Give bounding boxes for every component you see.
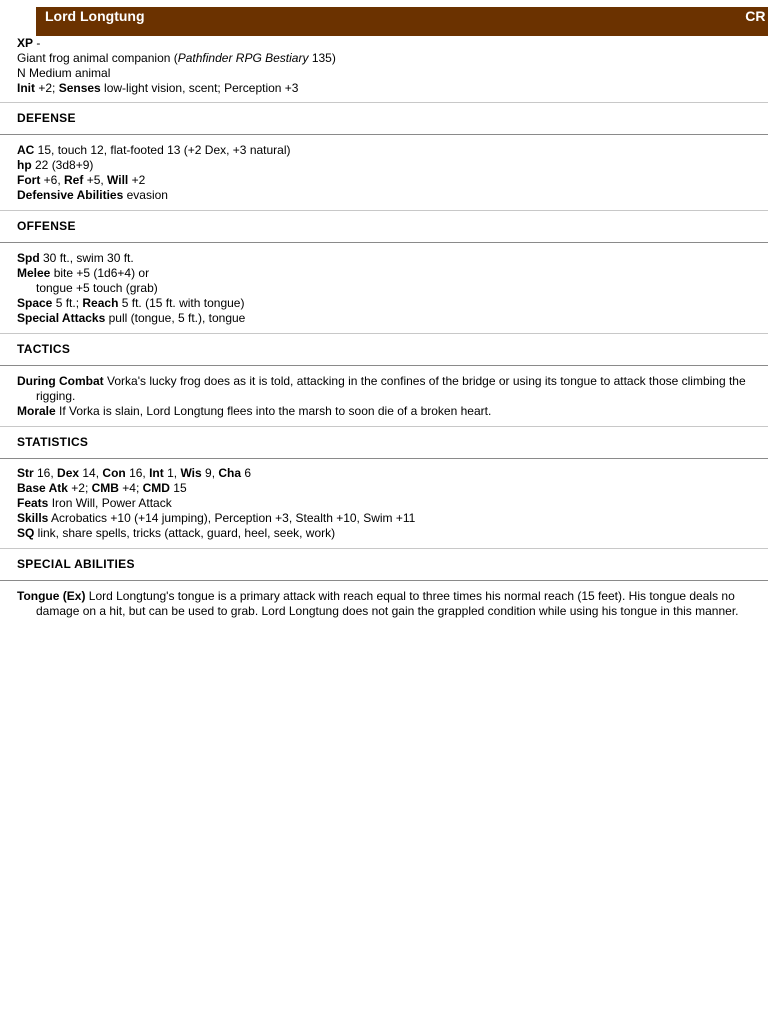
ac-label: AC [17, 143, 35, 157]
defense-heading: DEFENSE [0, 102, 768, 135]
xp-value: - [33, 36, 41, 50]
special-abilities-heading: SPECIAL ABILITIES [0, 548, 768, 581]
tactics-block [17, 374, 760, 419]
int-value: 1, [163, 466, 181, 480]
will-label: Will [107, 173, 129, 187]
offense-block [17, 251, 760, 326]
cmb-label: CMB [91, 481, 119, 495]
saves-line [17, 173, 760, 188]
skills-line [17, 511, 760, 526]
skills-value: Acrobatics +10 (+14 jumping), Perception +3, Stealth +10, Swim +11 [48, 511, 416, 525]
stat-block-title-bar [36, 7, 774, 36]
ability-scores-line [17, 466, 760, 481]
speed-line [17, 251, 760, 266]
source-title: Pathfinder RPG Bestiary [177, 51, 309, 65]
morale-value: If Vorka is slain, Lord Longtung flees into the marsh to soon die of a broken heart. [55, 404, 492, 418]
feats-line [17, 496, 760, 511]
defensive-abilities-line [17, 188, 760, 203]
during-combat-line [17, 374, 760, 404]
str-label: Str [17, 466, 34, 480]
desc-post: 135) [308, 51, 336, 65]
bab-label: Base Atk [17, 481, 68, 495]
da-value: evasion [123, 188, 168, 202]
creature-name: Lord Longtung [45, 8, 145, 24]
intro-block [17, 36, 760, 96]
skills-label: Skills [17, 511, 49, 525]
feats-label: Feats [17, 496, 49, 510]
space-label: Space [17, 296, 53, 310]
ref-label: Ref [64, 173, 84, 187]
combat-stats-line [17, 481, 760, 496]
cha-value: 6 [241, 466, 252, 480]
int-label: Int [149, 466, 164, 480]
senses-value: low-light vision, scent; Perception +3 [100, 81, 299, 95]
sa-label: Special Attacks [17, 311, 106, 325]
dex-value: 14, [79, 466, 103, 480]
morale-line [17, 404, 760, 419]
feats-value: Iron Will, Power Attack [48, 496, 172, 510]
reach-value: 5 ft. (15 ft. with tongue) [118, 296, 245, 310]
spd-label: Spd [17, 251, 40, 265]
statistics-heading: STATISTICS [0, 426, 768, 459]
con-label: Con [102, 466, 126, 480]
will-value: +2 [128, 173, 146, 187]
wis-value: 9, [201, 466, 219, 480]
challenge-rating: CR - [745, 8, 774, 24]
combat-value: Vorka's lucky frog does as it is told, attacking in the confines of the bridge or using its tongue to attack those climbing the rigging. [36, 374, 746, 403]
str-value: 16, [33, 466, 58, 480]
fort-value: +6, [40, 173, 65, 187]
da-label: Defensive Abilities [17, 188, 124, 202]
special-attacks-line [17, 311, 760, 326]
hp-value: 22 (3d8+9) [31, 158, 94, 172]
creature-description [17, 51, 760, 66]
desc-pre: Giant frog animal companion ( [17, 51, 178, 65]
special-abilities-block [17, 589, 760, 619]
xp-line [17, 36, 760, 51]
creature-type: N Medium animal [17, 66, 111, 80]
ref-value: +5, [83, 173, 108, 187]
melee-line [17, 266, 760, 281]
morale-label: Morale [17, 404, 56, 418]
senses-label: Senses [58, 81, 101, 95]
melee-value: bite +5 (1d6+4) or [50, 266, 150, 280]
spd-value: 30 ft., swim 30 ft. [39, 251, 134, 265]
ac-value: 15, touch 12, flat-footed 13 (+2 Dex, +3 natural) [34, 143, 291, 157]
combat-label: During Combat [17, 374, 104, 388]
cmb-value: +4; [118, 481, 143, 495]
cmd-value: 15 [169, 481, 187, 495]
hp-line [17, 158, 760, 173]
melee-line-2: tongue +5 touch (grab) [36, 281, 158, 295]
melee-label: Melee [17, 266, 51, 280]
tongue-ability [17, 589, 760, 619]
space-value: 5 ft.; [52, 296, 83, 310]
xp-label: XP [17, 36, 34, 50]
dex-label: Dex [57, 466, 80, 480]
cha-label: Cha [218, 466, 242, 480]
hp-label: hp [17, 158, 32, 172]
cmd-label: CMD [142, 481, 170, 495]
reach-label: Reach [82, 296, 119, 310]
statistics-block [17, 466, 760, 541]
sq-label: SQ [17, 526, 35, 540]
sq-value: link, share spells, tricks (attack, guard, heel, seek, work) [34, 526, 336, 540]
wis-label: Wis [180, 466, 202, 480]
defense-block [17, 143, 760, 203]
init-value: +2; [35, 81, 59, 95]
con-value: 16, [125, 466, 150, 480]
init-label: Init [17, 81, 35, 95]
bab-value: +2; [67, 481, 92, 495]
init-senses-line [17, 81, 760, 96]
tactics-heading: TACTICS [0, 333, 768, 366]
sq-line [17, 526, 760, 541]
tongue-value: Lord Longtung's tongue is a primary attack with reach equal to three times his normal reach (15 feet). His tongue deals no damage on a hit, but can be used to grab. Lord Longtung does not gain the grappled condition while using his tongue in this manner. [36, 589, 739, 618]
offense-heading: OFFENSE [0, 210, 768, 243]
space-reach-line [17, 296, 760, 311]
sa-value: pull (tongue, 5 ft.), tongue [105, 311, 246, 325]
tongue-label: Tongue (Ex) [17, 589, 86, 603]
ac-line [17, 143, 760, 158]
fort-label: Fort [17, 173, 41, 187]
